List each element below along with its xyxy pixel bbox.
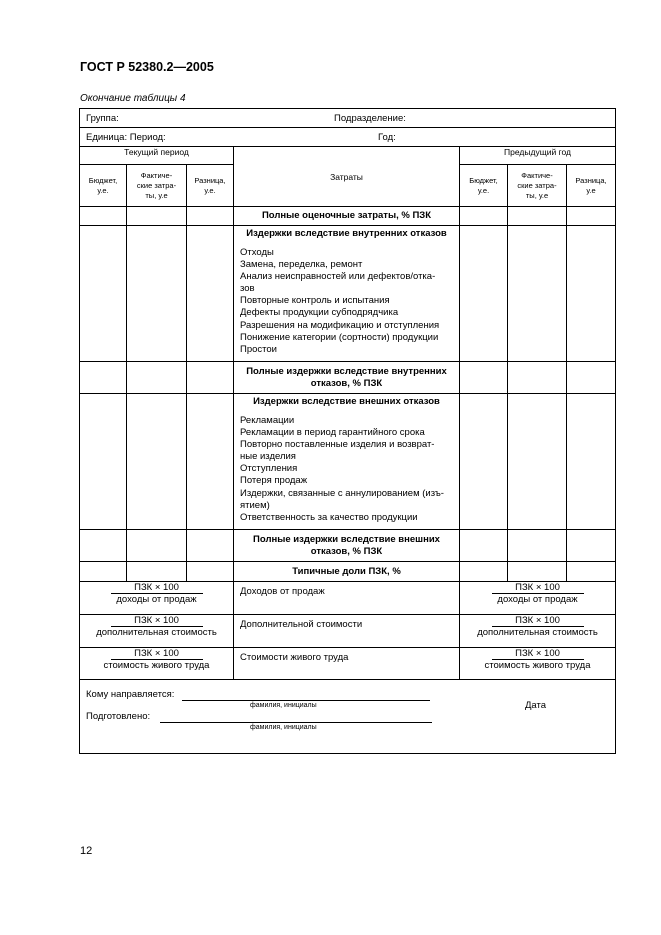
list-item: Издержки, связанные с аннулированием (изъ- [240,487,444,499]
current-period-header: Текущий период [80,147,234,165]
signature-block [80,680,616,754]
list-item: Понижение категории (сортности) продукции [240,331,439,343]
internal-failures-title: Издержки вследствие внутренних отказов [246,228,447,239]
prepared-line[interactable] [160,710,432,723]
ratio-label: Дополнительной стоимости [234,615,460,648]
row-total-estimated [80,207,616,226]
ratio-formula-right: ПЗК × 100 доходы от продаж [460,582,616,615]
list-item: Отступления [240,463,298,475]
standard-code: ГОСТ Р 52380.2—2005 [80,60,214,74]
ratio-formula-left: ПЗК × 100 доходы от продаж [80,582,234,615]
list-item: Простои [240,343,277,355]
row-internal-total [80,362,616,394]
page-number: 12 [80,845,93,857]
recipient-hint: фамилия, инициалы [250,702,317,709]
ratio-row [80,615,616,648]
group-label: Группа: [86,113,119,124]
external-failures-cell [234,394,460,530]
ratio-formula-right: ПЗК × 100 стоимость живого труда [460,648,616,680]
row-typical-shares [80,562,616,582]
list-item: Разрешения на модификацию и отступления [240,319,440,331]
year-label: Год: [378,132,396,143]
internal-total-label: Полные издержки вследствие внутренних отказов, % ПЗК [234,362,460,394]
form-row-group [80,109,616,128]
costs-header: Затраты [234,147,460,207]
row-internal-failures [80,226,616,362]
ratio-formula-left: ПЗК × 100 стоимость живого труда [80,648,234,680]
ratio-label: Стоимости живого труда [234,648,460,680]
list-item: зов [240,283,255,295]
budget-header-right: Бюджет, у.е. [460,165,508,207]
row-external-total [80,530,616,562]
actual-header-right: Фактиче- ские затра- ты, у.е [508,165,567,207]
list-item: Потеря продаж [240,475,308,487]
list-item: Повторные контроль и испытания [240,295,390,307]
list-item: Повторно поставленные изделия и возврат- [240,439,435,451]
budget-header: Бюджет, у.е. [80,165,127,207]
recipient-line[interactable] [182,688,430,701]
list-item: Отходы [240,247,274,258]
internal-failures-cell [234,226,460,362]
diff-header: Разница, у.е. [187,165,234,207]
list-item: ные изделия [240,451,296,463]
signature-row [80,680,616,754]
external-failures-title: Издержки вследствие внешних отказов [253,396,440,407]
list-item: Рекламации в период гарантийного срока [240,427,425,439]
recipient-label: Кому направляется: [86,689,175,700]
list-item: Ответственность за качество продукции [240,511,418,523]
prepared-hint: фамилия, инициалы [250,724,317,731]
ratio-formula-right: ПЗК × 100 дополнительная стоимость [460,615,616,648]
actual-header: Фактиче- ские затра- ты, у.е [127,165,187,207]
ratio-label: Доходов от продаж [234,582,460,615]
previous-year-header: Предыдущий год [460,147,616,165]
cost-table [79,108,616,754]
table-caption: Окончание таблицы 4 [80,93,186,104]
date-label: Дата [525,700,547,711]
ratio-formula-left: ПЗК × 100 дополнительная стоимость [80,615,234,648]
diff-header-right: Разница, у.е [567,165,616,207]
list-item: ятием) [240,499,270,511]
unit-period-label: Единица: Период: [86,132,166,143]
ratio-row [80,582,616,615]
row-external-failures [80,394,616,530]
internal-failures-list [234,240,459,356]
external-failures-list [234,408,459,524]
ratio-row [80,648,616,680]
form-row-period [80,128,616,147]
header-row-groups [80,147,616,165]
prepared-label: Подготовлено: [86,711,151,722]
list-item: Анализ неисправностей или дефектов/отка- [240,271,436,283]
list-item: Дефекты продукции субподрядчика [240,307,399,319]
list-item: Замена, переделка, ремонт [240,259,363,271]
division-label: Подразделение: [334,113,406,124]
external-total-label: Полные издержки вследствие внешних отказов, % ПЗК [234,530,460,562]
total-estimated-label: Полные оценочные затраты, % ПЗК [234,207,460,226]
typical-shares-label: Типичные доли ПЗК, % [234,562,460,582]
list-item: Рекламации [240,415,295,426]
